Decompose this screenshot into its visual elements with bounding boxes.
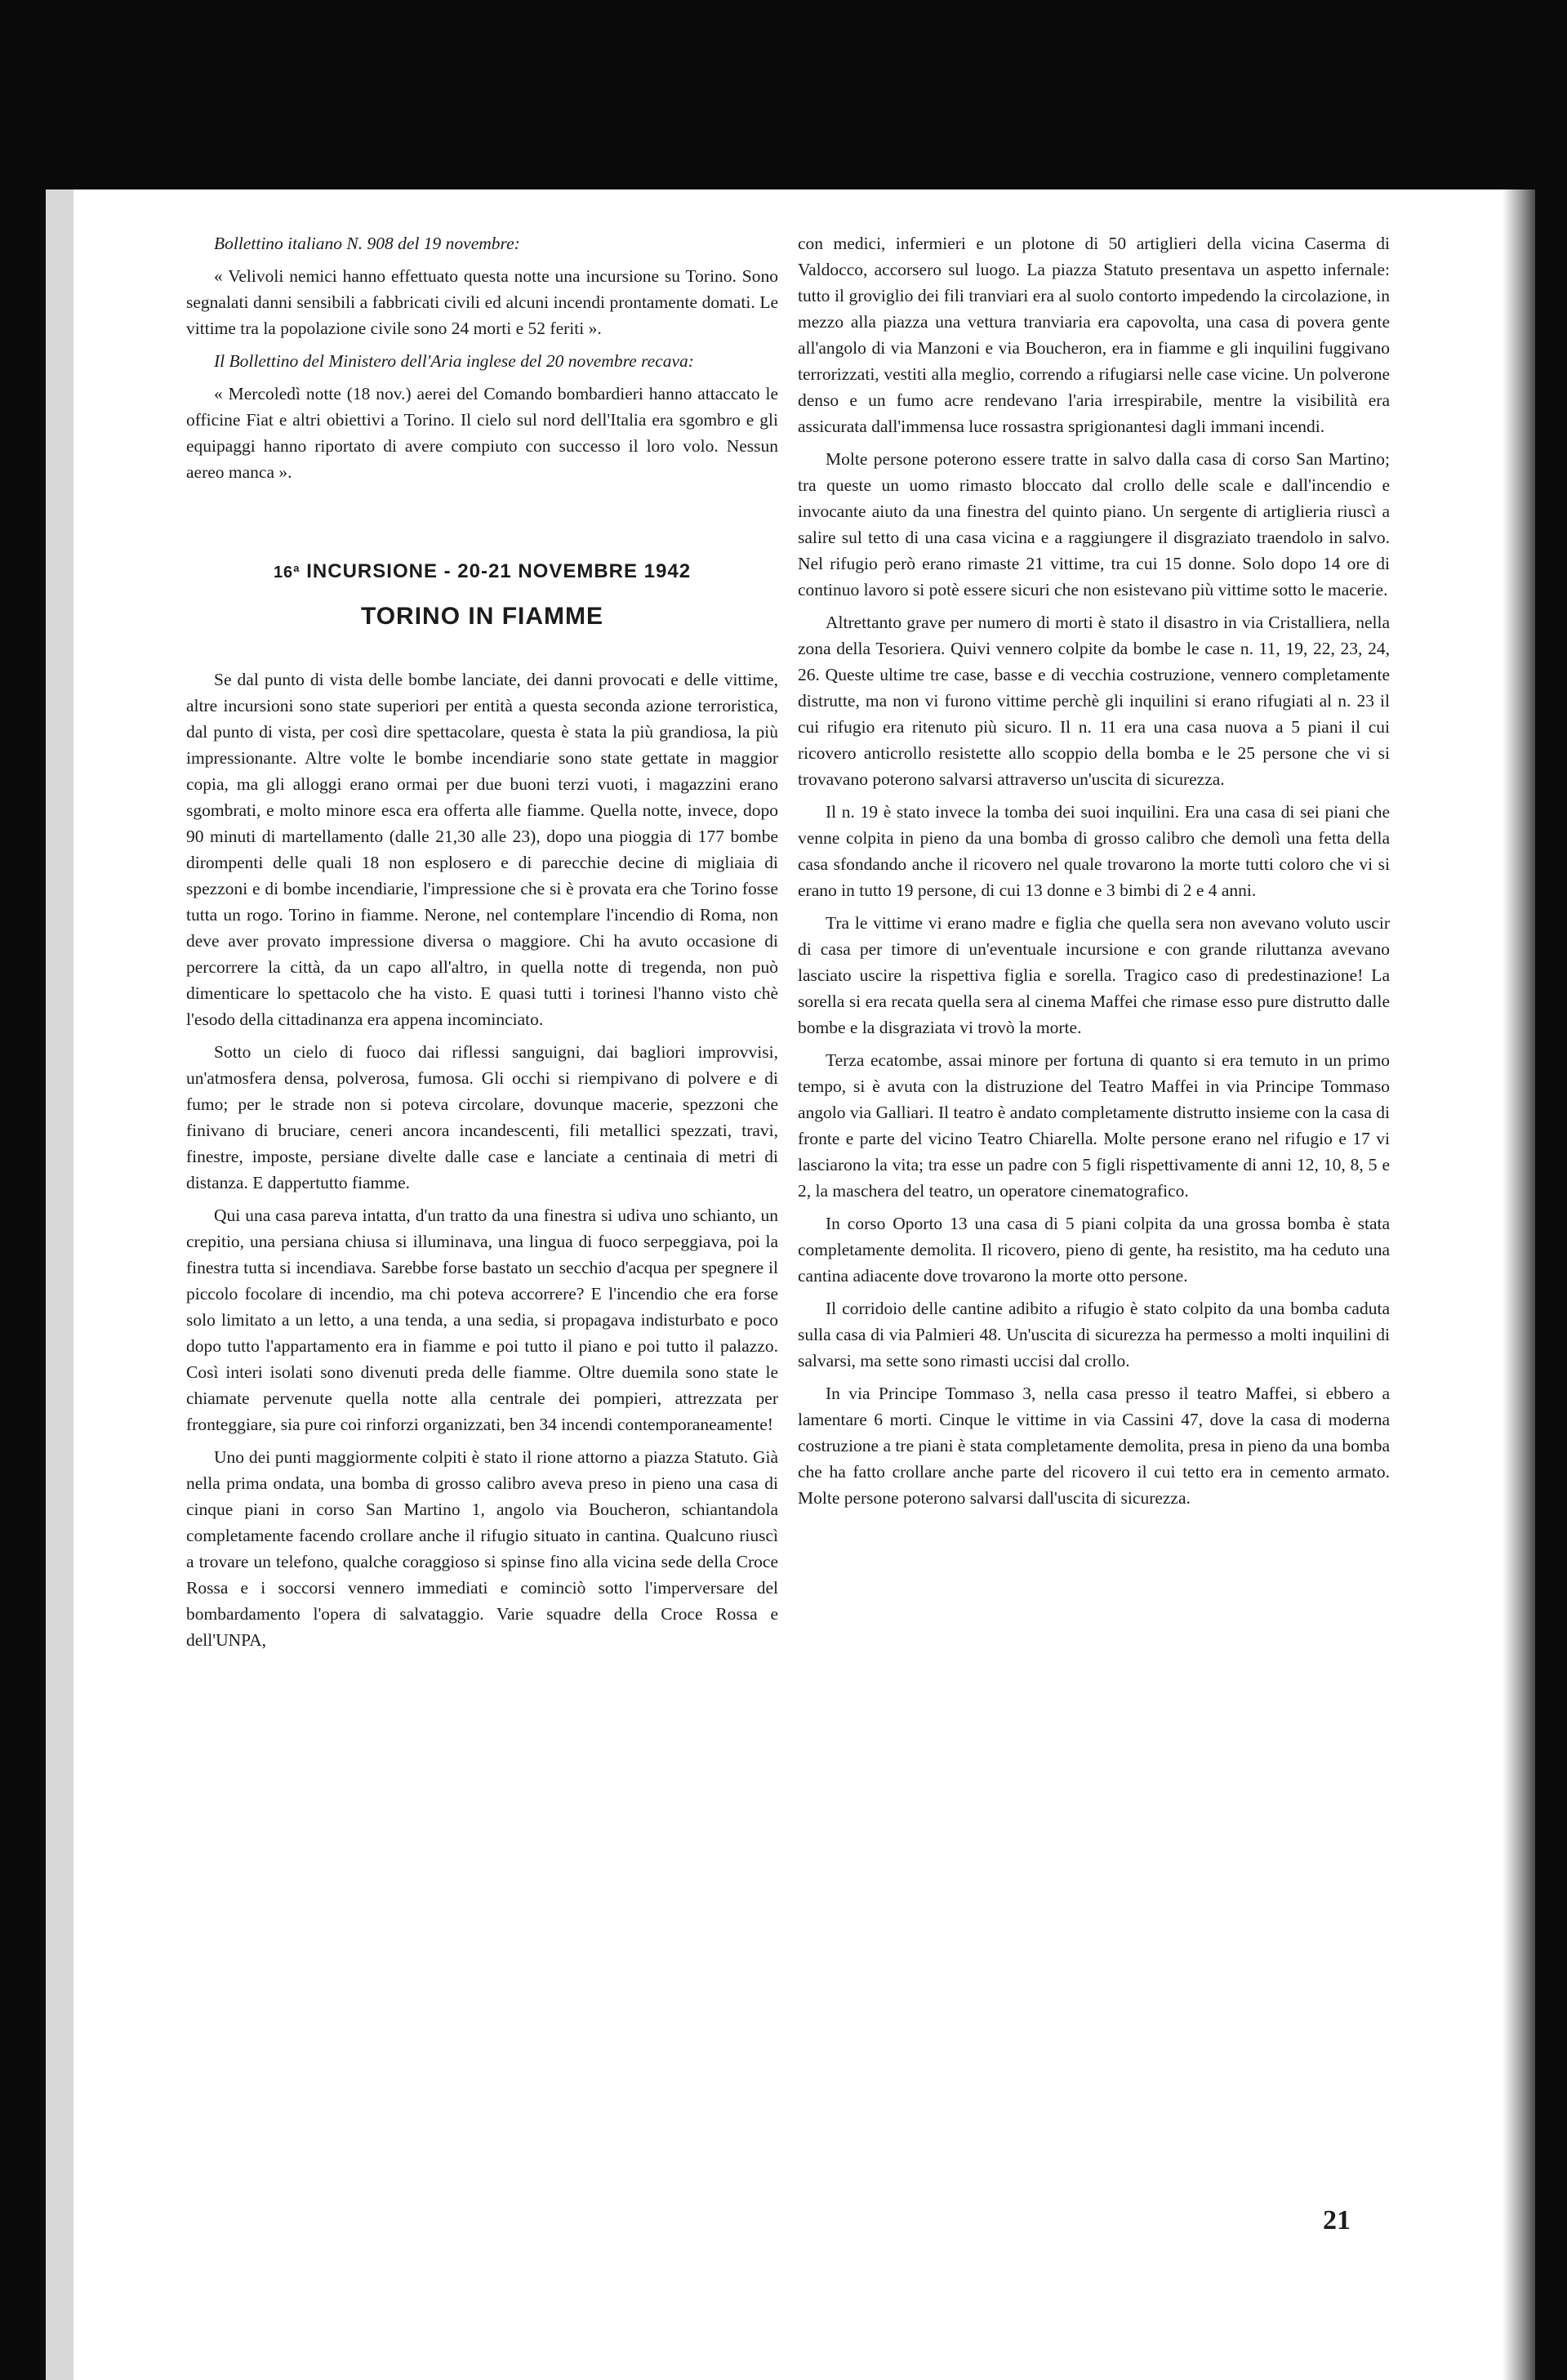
paragraph: Qui una casa pareva intatta, d'un tratto da una finestra si udiva uno schianto, un crepitio, una persiana chiusa si illuminava, una lingua di fuoco serpeggiava, poi la finestra tutta si incendiava. Sarebbe forse bastato un secchio d'acqua per spegnere il piccolo focolare di incendio, ma chi poteva accorrere? E l'incendio che era forse solo limitato a un letto, a una tenda, a una sedia, si propagava indisturbato e poco dopo tutto l'appartamento era in fiamme e poi tutto il piano e poi tutto il palazzo. Così interi isolati sono divenuti preda delle fiamme. Oltre duemila sono state le chiamate pervenute quella notte alla centrale dei pompieri, attrezzata per fronteggiare, sia pure coi rinforzi organizzati, ben 34 incendi contemporaneamente!	[186, 1206, 778, 1434]
paragraph: In corso Oporto 13 una casa di 5 piani colpita da una grossa bomba è stata completamente demolita. Il ricovero, pieno di gente, ha resistito, ma ha ceduto una cantina adiacente dove trovarono la morte otto persone.	[798, 1214, 1390, 1286]
bulletin-italian-text: « Velivoli nemici hanno effettuato questa notte una incursione su Torino. Sono segnalati danni sensibili a fabbricati civili ed alcuni incendi prontamente domati. Le vittime tra la popolazione civile sono 24 morti e 52 feriti ».	[186, 266, 778, 338]
paragraph: Il corridoio delle cantine adibito a rifugio è stato colpito da una bomba caduta sulla casa di via Palmieri 48. Un'uscita di sicurezza ha permesso a molti inquilini di salvarsi, ma sette sono rimasti uccisi dal crollo.	[798, 1299, 1390, 1371]
article-title: TORINO IN FIAMME	[360, 603, 604, 630]
bulletin-british-intro: Il Bollettino del Ministero dell'Aria inglese del 20 novembre recava:	[214, 351, 694, 371]
paragraph: Il n. 19 è stato invece la tomba dei suoi inquilini. Era una casa di sei piani che venne colpita in pieno da una bomba di grosso calibro che demolì una fetta della casa sfondando anche il ricovero nel quale trovarono la morte tutti coloro che vi si erano in tutto 19 persone, di cui 13 donne e 3 bimbi di 2 e 4 anni.	[798, 802, 1390, 900]
paragraph: con medici, infermieri e un plotone di 50 artiglieri della vicina Caserma di Valdocco, accorsero sul luogo. La piazza Statuto presentava un aspetto infernale: tutto il groviglio dei fili tranviari era al suolo contorto impedendo la circolazione, in mezzo alla piazza una vettura tranviaria era capovolta, una casa di povera gente all'angolo di via Manzoni e via Boucheron, era in fiamme e gli inquilini fuggivano terrorizzati, vestiti alla meglio, correndo a rifugiarsi nelle case vicine. Un polverone denso e un fumo acre rendevano l'aria irrespirabile, mentre la visibilità era assicurata dall'immensa luce rossastra sprigionantesi dagli immani incendi.	[798, 234, 1390, 436]
paragraph: Se dal punto di vista delle bombe lanciate, dei danni provocati e delle vittime, altre incursioni sono state superiori per entità a questa seconda azione terroristica, dal punto di vista, per così dire spettacolare, questa è stata la più grandiosa, la più impressionante. Altre volte le bombe incendiarie sono state gettate in maggior copia, ma gli alloggi erano ormai per due buoni terzi vuoti, i magazzini erano sgombrati, e molto minore esca era offerta alle fiamme. Quella notte, invece, dopo 90 minuti di martellamento (dalle 21,30 alle 23), dopo una pioggia di 177 bombe dirompenti delle quali 18 non esplosero e di parecchie decine di migliaia di spezzoni e di bombe incendiarie, l'impressione che si è provata era che Torino fosse tutta un rogo. Torino in fiamme. Nerone, nel contemplare l'incendio di Roma, non deve aver provato impressione diversa o maggiore. Chi ha avuto occasione di percorrere la città, da un capo all'altro, in quella notte di tregenda, non può dimenticare lo spettacolo che ha visto. E quasi tutti i torinesi l'hanno visto chè l'esodo della cittadinanza era appena incominciato.	[186, 670, 778, 1029]
scan-border-left	[0, 189, 46, 2380]
right-column	[798, 230, 1390, 1511]
section-number: 16ª	[273, 564, 300, 582]
section-heading-text: INCURSIONE - 20-21 NOVEMBRE 1942	[306, 560, 692, 582]
paragraph: Altrettanto grave per numero di morti è stato il disastro in via Cristalliera, nella zona della Tesoriera. Quivi vennero colpite da bombe le case n. 11, 19, 22, 23, 24, 26. Queste ultime tre case, basse e di vecchia costruzione, vennero completamente distrutte, ma non vi furono vittime perchè gli inquilini si erano rifugiati al n. 23 il cui rifugio era ritenuto più sicuro. Il n. 11 era una casa nuova a 5 piani il cui ricovero anticrollo resistette allo scoppio della bomba e le 25 persone che vi si trovavano poterono salvarsi attraverso un'uscita di sicurezza.	[798, 613, 1390, 789]
paragraph: Molte persone poterono essere tratte in salvo dalla casa di corso San Martino; tra queste un uomo rimasto bloccato dal crollo delle scale e dall'incendio e invocante aiuto da una finestra del quinto piano. Un sergente di artiglieria riuscì a salire sul tetto di una casa vicina e a raggiungere il disgraziato traendolo in salvo. Nel rifugio però erano rimaste 21 vittime, tra cui 15 donne. Solo dopo 14 ore di continuo lavoro si potè essere sicuri che non esistevano più vittime sotto le macerie.	[798, 449, 1390, 599]
scan-border-top	[0, 0, 1567, 189]
section-heading	[186, 560, 778, 583]
paragraph: Sotto un cielo di fuoco dai riflessi sanguigni, dai bagliori improvvisi, un'atmosfera densa, polverosa, fumosa. Gli occhi si riempivano di polvere e di fumo; per le strade non si poteva circolare, dovunque macerie, spezzoni che finivano di bruciare, ceneri ancora incandescenti, fili metallici spezzati, travi, finestre, imposte, persiane divelte dalle case e lanciate a centinaia di metri di distanza. E dappertutto fiamme.	[186, 1042, 778, 1192]
scan-border-right	[1535, 189, 1567, 2380]
binding-shadow	[1502, 189, 1535, 2380]
bulletin-british-text: « Mercoledì notte (18 nov.) aerei del Comando bombardieri hanno attaccato le officine Fiat e altri obiettivi a Torino. Il cielo sul nord dell'Italia era sgombro e gli equipaggi hanno riportato di avere compiuto con successo il loro volo. Nessun aereo manca ».	[186, 384, 778, 482]
page-number: 21	[1323, 2205, 1351, 2235]
bulletin-italian-intro: Bollettino italiano N. 908 del 19 novembre:	[214, 234, 520, 253]
left-column	[186, 230, 778, 1653]
paragraph: In via Principe Tommaso 3, nella casa presso il teatro Maffei, si ebbero a lamentare 6 morti. Cinque le vittime in via Cassini 47, dove la casa di moderna costruzione a tre piani è stata completamente demolita, presa in pieno da una bomba che ha fatto crollare anche parte del ricovero il cui tetto era in cemento armato. Molte persone poterono salvarsi dall'uscita di sicurezza.	[798, 1384, 1390, 1508]
paragraph: Terza ecatombe, assai minore per fortuna di quanto si era temuto in un primo tempo, si è avuta con la distruzione del Teatro Maffei in via Principe Tommaso angolo via Galliari. Il teatro è andato completamente distrutto insieme con la casa di fronte e parte del vicino Teatro Chiarella. Molte persone erano nel rifugio e 17 vi lasciarono la vita; tra esse un padre con 5 figli rispettivamente di anni 12, 10, 8, 5 e 2, la maschera del teatro, un operatore cinematografico.	[798, 1050, 1390, 1201]
paragraph: Uno dei punti maggiormente colpiti è stato il rione attorno a piazza Statuto. Già nella prima ondata, una bomba di grosso calibro aveva preso in pieno una casa di cinque piani in corso San Martino 1, angolo via Boucheron, schiantandola completamente facendo crollare anche il rifugio situato in cantina. Qualcuno riuscì a trovare un telefono, qualche coraggioso si spinse fino alla vicina sede della Croce Rossa e i soccorsi vennero immediati e cominciò sotto l'imperversare del bombardamento l'opera di salvataggio. Varie squadre della Croce Rossa e dell'UNPA,	[186, 1447, 778, 1650]
page-edge-left	[46, 189, 73, 2380]
paragraph: Tra le vittime vi erano madre e figlia che quella sera non avevano voluto uscir di casa per timore di un'eventuale incursione e con grande riluttanza avevano lasciato uscire la rispettiva figlia e sorella. Tragico caso di predestinazione! La sorella si era recata quella sera al cinema Maffei che rimase esso pure distrutto dalle bombe e la disgraziata vi trovò la morte.	[798, 913, 1390, 1037]
